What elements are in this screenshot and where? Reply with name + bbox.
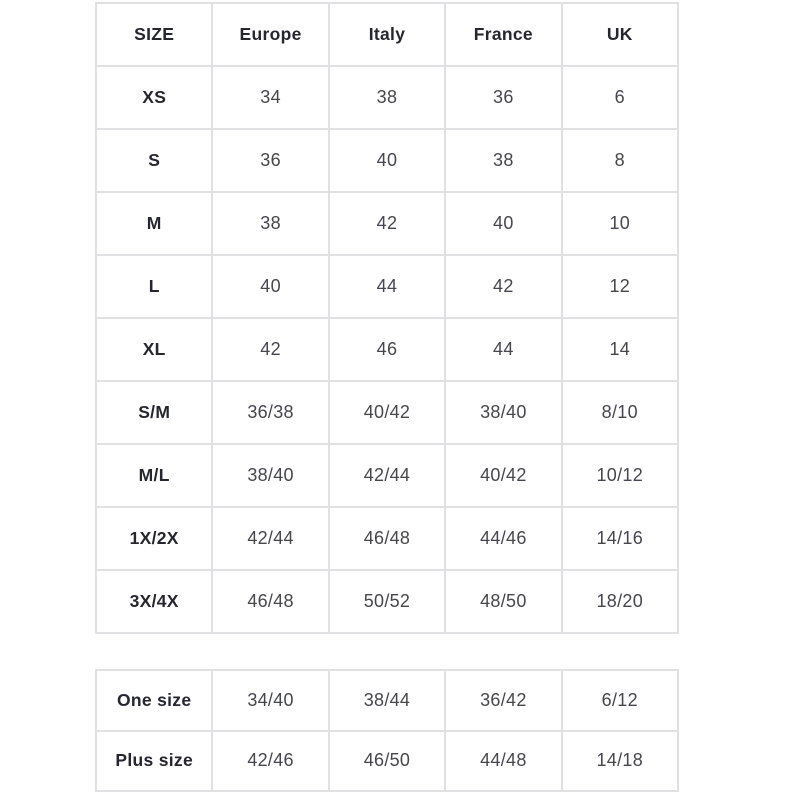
value-cell: 38 (329, 66, 445, 129)
size-label-cell: XS (96, 66, 212, 129)
size-label-cell: 1X/2X (96, 507, 212, 570)
table-row-l (96, 255, 678, 318)
value-cell: 42 (329, 192, 445, 255)
value-cell: 44/46 (445, 507, 561, 570)
size-label-cell: M/L (96, 444, 212, 507)
value-cell: 44 (445, 318, 561, 381)
table-row-xl (96, 318, 678, 381)
value-cell: 42 (445, 255, 561, 318)
table-row-m (96, 192, 678, 255)
value-cell: 38/44 (329, 670, 445, 731)
size-label-cell: M (96, 192, 212, 255)
value-cell: 42/44 (329, 444, 445, 507)
table-row-s (96, 129, 678, 192)
value-cell: 6/12 (562, 670, 678, 731)
table-row-one-size (96, 670, 678, 731)
size-label-cell: S (96, 129, 212, 192)
value-cell: 6 (562, 66, 678, 129)
value-cell: 42/46 (212, 731, 328, 792)
value-cell: 8/10 (562, 381, 678, 444)
size-label-cell: S/M (96, 381, 212, 444)
value-cell: 40/42 (445, 444, 561, 507)
value-cell: 40/42 (329, 381, 445, 444)
value-cell: 42 (212, 318, 328, 381)
size-label-cell: 3X/4X (96, 570, 212, 633)
value-cell: 38 (445, 129, 561, 192)
value-cell: 46/48 (212, 570, 328, 633)
table-spacer (95, 634, 679, 669)
header-cell-europe: Europe (212, 3, 328, 66)
value-cell: 34 (212, 66, 328, 129)
header-cell-france: France (445, 3, 561, 66)
value-cell: 40 (329, 129, 445, 192)
value-cell: 44/48 (445, 731, 561, 792)
table-row-3x4x (96, 570, 678, 633)
size-label-cell: L (96, 255, 212, 318)
value-cell: 8 (562, 129, 678, 192)
table-row-ml (96, 444, 678, 507)
value-cell: 38/40 (212, 444, 328, 507)
value-cell: 14/18 (562, 731, 678, 792)
header-cell-size: SIZE (96, 3, 212, 66)
header-row (96, 3, 678, 66)
value-cell: 40 (212, 255, 328, 318)
value-cell: 14 (562, 318, 678, 381)
size-label-cell: XL (96, 318, 212, 381)
table-row-plus-size (96, 731, 678, 792)
value-cell: 40 (445, 192, 561, 255)
value-cell: 18/20 (562, 570, 678, 633)
value-cell: 36/38 (212, 381, 328, 444)
value-cell: 10 (562, 192, 678, 255)
size-conversion-page (95, 2, 679, 792)
value-cell: 46/50 (329, 731, 445, 792)
value-cell: 34/40 (212, 670, 328, 731)
value-cell: 36/42 (445, 670, 561, 731)
value-cell: 38/40 (445, 381, 561, 444)
value-cell: 48/50 (445, 570, 561, 633)
value-cell: 44 (329, 255, 445, 318)
value-cell: 42/44 (212, 507, 328, 570)
size-label-cell: Plus size (96, 731, 212, 792)
value-cell: 14/16 (562, 507, 678, 570)
value-cell: 10/12 (562, 444, 678, 507)
special-size-table (95, 669, 679, 792)
table-row-1x2x (96, 507, 678, 570)
size-label-cell: One size (96, 670, 212, 731)
value-cell: 46/48 (329, 507, 445, 570)
value-cell: 36 (212, 129, 328, 192)
table-row-xs (96, 66, 678, 129)
value-cell: 12 (562, 255, 678, 318)
value-cell: 38 (212, 192, 328, 255)
table-row-sm (96, 381, 678, 444)
value-cell: 46 (329, 318, 445, 381)
size-conversion-table (95, 2, 679, 634)
header-cell-uk: UK (562, 3, 678, 66)
value-cell: 50/52 (329, 570, 445, 633)
header-cell-italy: Italy (329, 3, 445, 66)
value-cell: 36 (445, 66, 561, 129)
